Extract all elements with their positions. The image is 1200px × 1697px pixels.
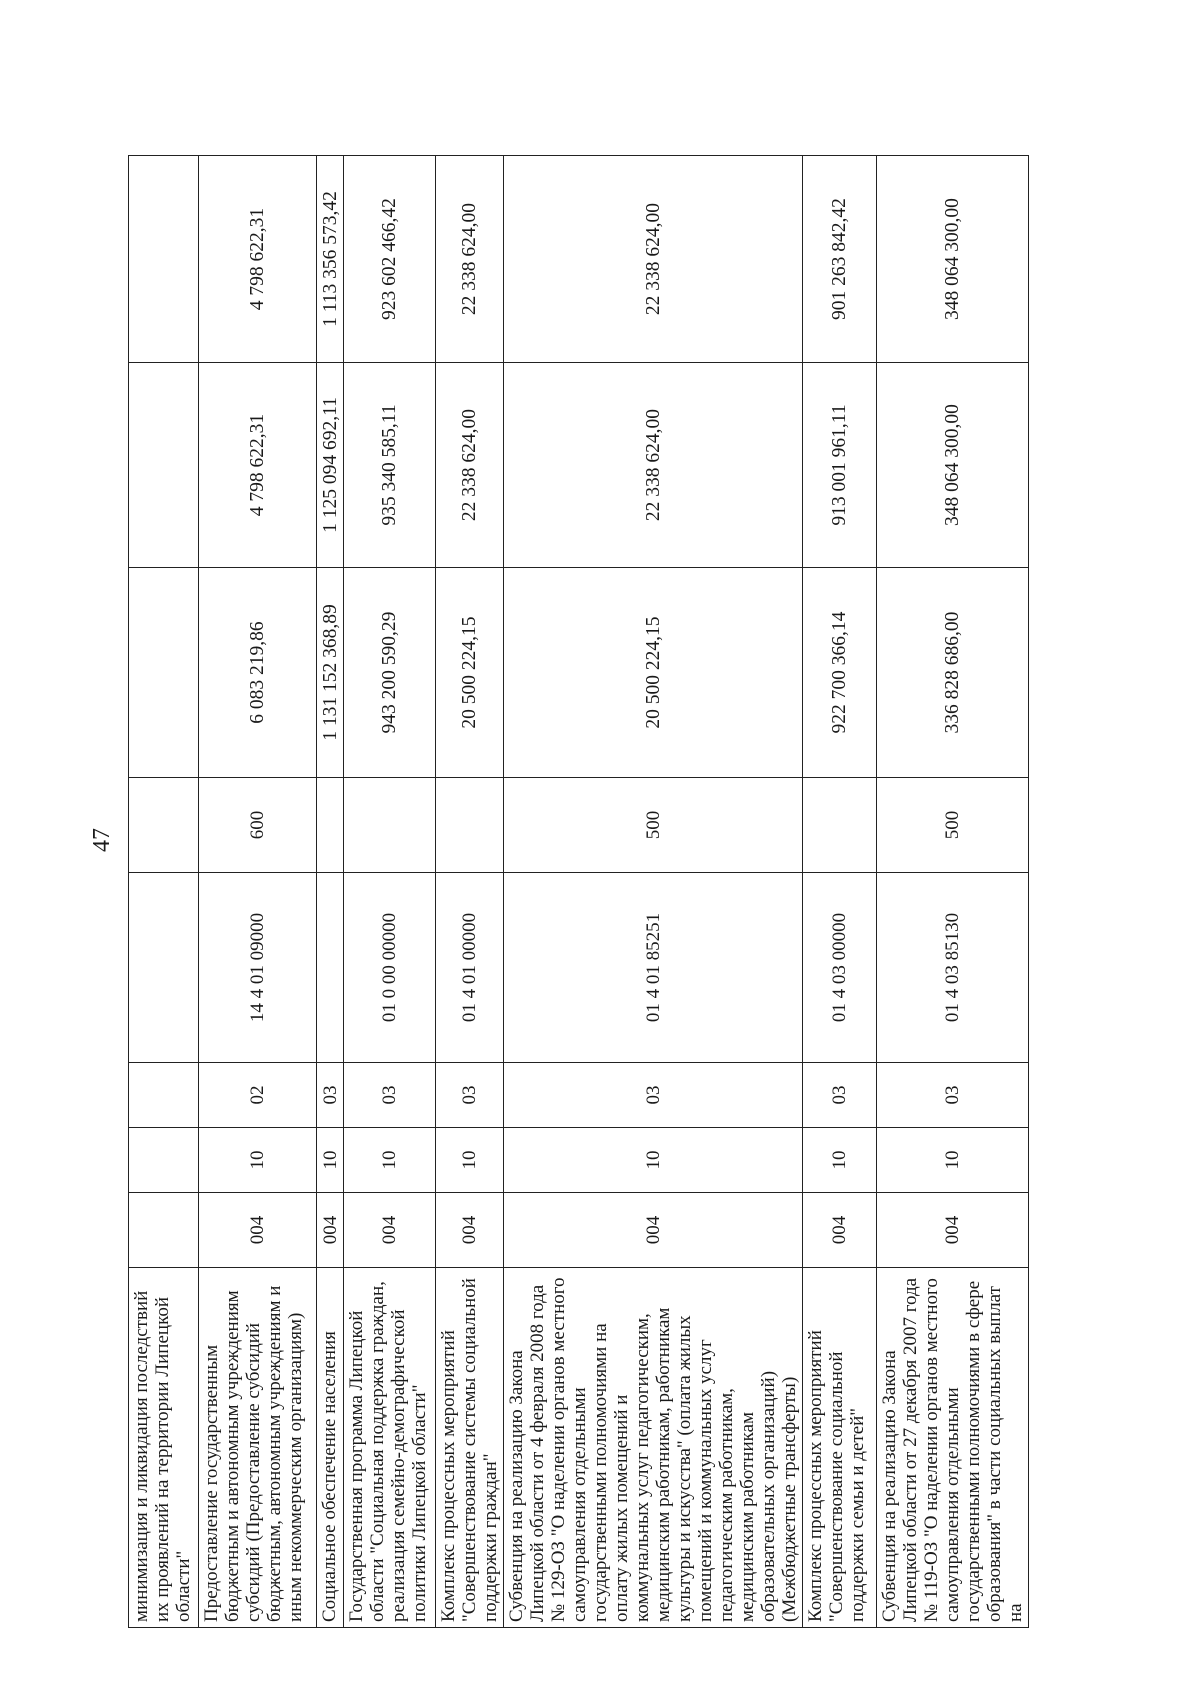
admin-code: 004: [344, 1193, 436, 1268]
row-name: Комплекс процессных мероприятий "Совершенствование социальной поддержки семьи и детей": [803, 1268, 877, 1628]
amount-1: 20 500 224,15: [504, 568, 803, 778]
table-row: [803, 156, 877, 1628]
amount-3: 348 064 300,00: [877, 156, 1029, 363]
admin-code: 004: [803, 1193, 877, 1268]
subsection-code: [129, 1063, 199, 1128]
table-row: [129, 156, 199, 1628]
amount-1: 6 083 219,86: [199, 568, 317, 778]
amount-2: 1 125 094 692,11: [317, 363, 344, 568]
amount-1: 1 131 152 368,89: [317, 568, 344, 778]
target-code: 01 4 01 85251: [504, 873, 803, 1063]
table-row: [877, 156, 1029, 1628]
table-row: [317, 156, 344, 1628]
expense-code: 600: [199, 778, 317, 873]
target-code: 01 4 03 00000: [803, 873, 877, 1063]
admin-code: 004: [877, 1193, 1029, 1268]
row-name: минимизация и ликвидация последствий их проявлений на территории Липецкой области": [129, 1268, 199, 1628]
amount-2: 22 338 624,00: [504, 363, 803, 568]
amount-3: 4 798 622,31: [199, 156, 317, 363]
target-code: [317, 873, 344, 1063]
section-code: 10: [504, 1128, 803, 1193]
amount-2: [129, 363, 199, 568]
amount-3: 22 338 624,00: [436, 156, 504, 363]
amount-1: 336 828 686,00: [877, 568, 1029, 778]
table-row: [504, 156, 803, 1628]
target-code: 01 0 00 00000: [344, 873, 436, 1063]
target-code: 01 4 01 00000: [436, 873, 504, 1063]
amount-1: 922 700 366,14: [803, 568, 877, 778]
amount-1: 943 200 590,29: [344, 568, 436, 778]
amount-1: [129, 568, 199, 778]
target-code: 14 4 01 09000: [199, 873, 317, 1063]
subsection-code: 03: [877, 1063, 1029, 1128]
table-row: [199, 156, 317, 1628]
section-code: 10: [199, 1128, 317, 1193]
amount-2: 22 338 624,00: [436, 363, 504, 568]
subsection-code: 03: [504, 1063, 803, 1128]
amount-2: 935 340 585,11: [344, 363, 436, 568]
table-row: [436, 156, 504, 1628]
section-code: 10: [877, 1128, 1029, 1193]
section-code: 10: [436, 1128, 504, 1193]
target-code: 01 4 03 85130: [877, 873, 1029, 1063]
amount-3: 901 263 842,42: [803, 156, 877, 363]
row-name: Предоставление государственным бюджетным и автономным учреждениям субсидий (Предоставление субсидий бюджетным, автономным учреждениям и иным некоммерческим организациям): [199, 1268, 317, 1628]
admin-code: 004: [504, 1193, 803, 1268]
row-name: Субвенция на реализацию Закона Липецкой области от 27 декабря 2007 года № 119-ОЗ "О наделении органов местного самоуправления отдельными государственными полномочиями в сфере образования" в части социальных выплат на: [877, 1268, 1029, 1628]
amount-3: 923 602 466,42: [344, 156, 436, 363]
expense-code: [436, 778, 504, 873]
amount-2: 913 001 961,11: [803, 363, 877, 568]
admin-code: 004: [436, 1193, 504, 1268]
expense-code: [803, 778, 877, 873]
admin-code: [129, 1193, 199, 1268]
table-row: [344, 156, 436, 1628]
subsection-code: 03: [317, 1063, 344, 1128]
section-code: 10: [803, 1128, 877, 1193]
row-name: Субвенция на реализацию Закона Липецкой области от 4 февраля 2008 года № 129-ОЗ "О наделении органов местного самоуправления отдельными государственными полномочиями на оплату жилых помещений и коммунальных услуг педагогическим, медицинским работникам, работникам культуры и искусства" (оплата жилых помещений и коммунальных услуг педагогическим работникам, медицинским работникам образовательных организаций) (Межбюджетные трансферты): [504, 1268, 803, 1628]
budget-table: [128, 155, 1029, 1628]
amount-2: 4 798 622,31: [199, 363, 317, 568]
admin-code: 004: [199, 1193, 317, 1268]
section-code: 10: [317, 1128, 344, 1193]
amount-3: 22 338 624,00: [504, 156, 803, 363]
expense-code: [344, 778, 436, 873]
amount-2: 348 064 300,00: [877, 363, 1029, 568]
section-code: 10: [344, 1128, 436, 1193]
amount-3: 1 113 356 573,42: [317, 156, 344, 363]
subsection-code: 03: [436, 1063, 504, 1128]
subsection-code: 03: [803, 1063, 877, 1128]
expense-code: [129, 778, 199, 873]
expense-code: 500: [504, 778, 803, 873]
amount-1: 20 500 224,15: [436, 568, 504, 778]
section-code: [129, 1128, 199, 1193]
row-name: Социальное обеспечение населения: [317, 1268, 344, 1628]
subsection-code: 03: [344, 1063, 436, 1128]
target-code: [129, 873, 199, 1063]
page-number: 47: [89, 828, 115, 852]
row-name: Комплекс процессных мероприятий "Совершенствование системы социальной поддержки граждан": [436, 1268, 504, 1628]
subsection-code: 02: [199, 1063, 317, 1128]
rotated-table-container: [128, 156, 1026, 1628]
expense-code: [317, 778, 344, 873]
expense-code: 500: [877, 778, 1029, 873]
row-name: Государственная программа Липецкой области "Социальная поддержка граждан, реализация семейно-демографической политики Липецкой области": [344, 1268, 436, 1628]
admin-code: 004: [317, 1193, 344, 1268]
amount-3: [129, 156, 199, 363]
